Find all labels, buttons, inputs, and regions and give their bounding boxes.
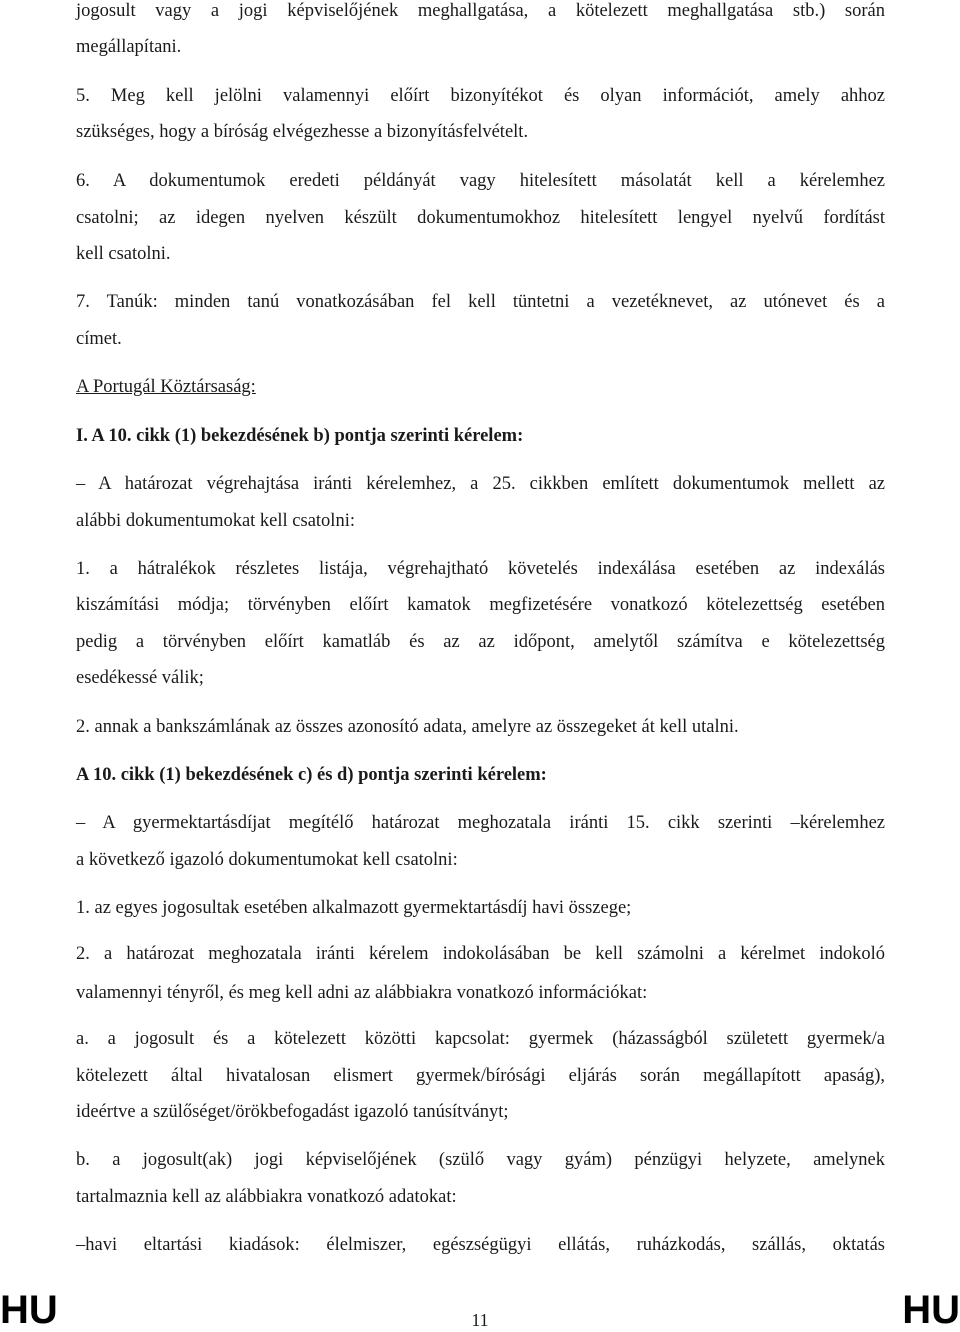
text-line: 7. Tanúk: minden tanú vonatkozásában fel kell tüntetni a vezetéknevet, az utónevet és a [76, 292, 885, 312]
page-number: 11 [471, 1310, 489, 1330]
text-line: 2. annak a bankszámlának az összes azonosító adata, amelyre az összegeket át kell utalni. [76, 717, 739, 737]
text-line: 1. az egyes jogosultak esetében alkalmazott gyermektartásdíj havi összege; [76, 898, 632, 918]
text-line: kiszámítási módja; törvényben előírt kamatok megfizetésére vonatkozó kötelezettség esetében [76, 595, 885, 615]
text-line: jogosult vagy a jogi képviselőjének meghallgatása, a kötelezett meghallgatása stb.) során [76, 1, 885, 21]
language-mark-left: HU [0, 1288, 58, 1332]
text-line: alábbi dokumentumokat kell csatolni: [76, 511, 355, 531]
text-line: valamennyi tényről, és meg kell adni az alábbiakra vonatkozó információkat: [76, 983, 648, 1003]
text-line: a. a jogosult és a kötelezett közötti kapcsolat: gyermek (házasságból született gyermek/a [76, 1029, 885, 1049]
text-line: pedig a törvényben előírt kamatláb és az az időpont, amelytől számítva e kötelezettség [76, 632, 885, 652]
text-line: esedékessé válik; [76, 668, 204, 688]
text-line: a következő igazoló dokumentumokat kell csatolni: [76, 850, 458, 870]
text-line: megállapítani. [76, 37, 182, 57]
text-line: címet. [76, 329, 122, 349]
text-line: ideértve a szülőséget/örökbefogadást igazoló tanúsítványt; [76, 1102, 509, 1122]
text-line: szükséges, hogy a bíróság elvégezhesse a bizonyításfelvételt. [76, 122, 529, 142]
text-line: tartalmaznia kell az alábbiakra vonatkozó adatokat: [76, 1187, 457, 1207]
subsection-heading: I. A 10. cikk (1) bekezdésének b) pontja szerinti kérelem: [76, 426, 524, 446]
text-line: b. a jogosult(ak) jogi képviselőjének (szülő vagy gyám) pénzügyi helyzete, amelynek [76, 1150, 885, 1170]
text-line: – A gyermektartásdíjat megítélő határozat meghozatala iránti 15. cikk szerinti –kérelemhez [76, 813, 885, 833]
text-line: –havi eltartási kiadások: élelmiszer, egészségügyi ellátás, ruházkodás, szállás, oktatás [76, 1235, 885, 1255]
text-line: 6. A dokumentumok eredeti példányát vagy hitelesített másolatát kell a kérelemhez [76, 171, 885, 191]
text-line: csatolni; az idegen nyelven készült dokumentumokhoz hitelesített lengyel nyelvű fordítást [76, 208, 885, 228]
subsection-heading: A 10. cikk (1) bekezdésének c) és d) pontja szerinti kérelem: [76, 765, 547, 785]
text-line: 5. Meg kell jelölni valamennyi előírt bizonyítékot és olyan információt, amely ahhoz [76, 86, 885, 106]
language-mark-right: HU [902, 1288, 960, 1332]
text-line: 2. a határozat meghozatala iránti kérelem indokolásában be kell számolni a kérelmet indokoló [76, 944, 885, 964]
section-heading-portugal: A Portugál Köztársaság: [76, 377, 256, 397]
text-line: – A határozat végrehajtása iránti kérelemhez, a 25. cikkben említett dokumentumok mellett az [76, 474, 885, 494]
text-line: kell csatolni. [76, 244, 171, 264]
text-line: kötelezett által hivatalosan elismert gyermek/bírósági eljárás során megállapított apaság), [76, 1066, 885, 1086]
text-line: 1. a hátralékok részletes listája, végrehajtható követelés indexálása esetében az indexálás [76, 559, 885, 579]
